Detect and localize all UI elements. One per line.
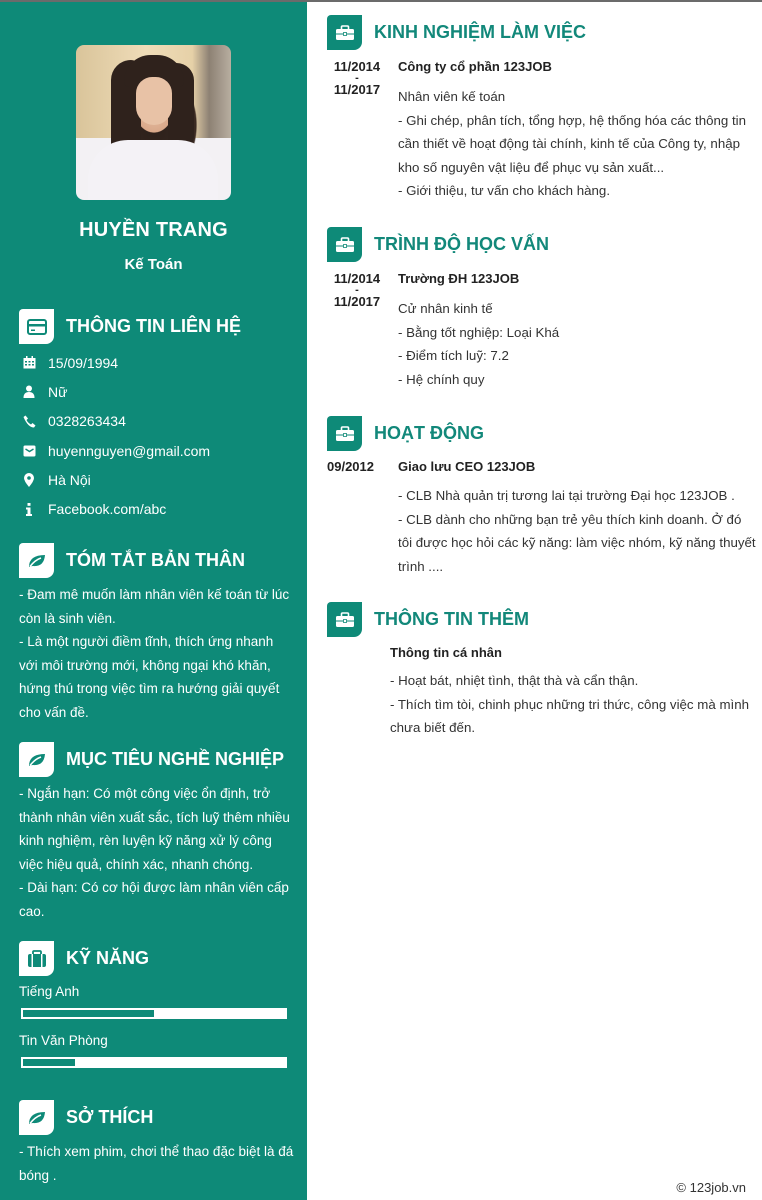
hobbies-title: SỞ THÍCH bbox=[66, 1107, 154, 1127]
briefcase-icon bbox=[327, 416, 362, 451]
main-content bbox=[307, 0, 762, 1200]
hobbies-text: - Thích xem phim, chơi thể thao đặc biệt là đá bóng . bbox=[19, 1144, 294, 1183]
skills-section-header bbox=[19, 941, 149, 976]
envelope-icon bbox=[22, 444, 36, 458]
additional-description: - Hoạt bát, nhiệt tình, thật thà và cẩn thận. - Thích tìm tòi, chinh phục những tri thức, công việc mà mình chưa biết đến. bbox=[390, 673, 750, 735]
briefcase-icon bbox=[327, 602, 362, 637]
education-school: Trường ĐH 123JOB bbox=[398, 271, 520, 286]
info-icon bbox=[22, 502, 36, 516]
contact-gender: Nữ bbox=[22, 377, 210, 406]
contact-section-header bbox=[19, 309, 241, 344]
leaf-icon bbox=[19, 1100, 54, 1135]
additional-title: THÔNG TIN THÊM bbox=[374, 609, 529, 629]
activities-date: 09/2012 bbox=[327, 459, 374, 474]
user-icon bbox=[22, 385, 36, 399]
education-section-header bbox=[327, 227, 549, 262]
contact-phone: 0328263434 bbox=[22, 407, 210, 436]
sidebar bbox=[0, 0, 307, 1200]
calendar-icon bbox=[22, 356, 36, 370]
skill-progress-fill bbox=[23, 1059, 75, 1066]
briefcase-icon bbox=[327, 15, 362, 50]
additional-subtitle: Thông tin cá nhân bbox=[390, 645, 502, 660]
objective-text: - Ngắn hạn: Có một công việc ổn định, trở thành nhân viên xuất sắc, tích luỹ thêm nhiều kinh nghiệm, rèn luyện kỹ năng xử lý công việc hiệu quả, chính xác, nhanh chóng. - Dài hạn: Có cơ hội được làm nhân viên cấp cao. bbox=[19, 786, 290, 919]
summary-text: - Đam mê muốn làm nhân viên kế toán từ lúc còn là sinh viên. - Là một người điềm tĩnh, thích ứng nhanh với môi trường mới, không ngại khó khăn, hứng thú trong việc tìm ra hướng giải quyết cho vấn đề. bbox=[19, 587, 290, 720]
contact-email: huyennguyen@gmail.com bbox=[22, 436, 210, 465]
experience-title: KINH NGHIỆM LÀM VIỆC bbox=[374, 22, 587, 42]
activities-section-header bbox=[327, 416, 484, 451]
leaf-icon bbox=[19, 742, 54, 777]
activities-title: HOẠT ĐỘNG bbox=[374, 423, 484, 443]
contact-address: Hà Nội bbox=[22, 465, 210, 494]
skill-progress-fill bbox=[23, 1010, 154, 1017]
leaf-icon bbox=[19, 543, 54, 578]
contact-facebook[interactable]: Facebook.com/abc bbox=[22, 494, 210, 523]
skill-progress-bar bbox=[21, 1057, 287, 1068]
footer-copyright[interactable]: © 123job.vn bbox=[676, 1180, 746, 1195]
skills-title: KỸ NĂNG bbox=[66, 948, 150, 968]
phone-icon bbox=[22, 414, 36, 428]
skill-progress-bar bbox=[21, 1008, 287, 1019]
summary-title: TÓM TẮT BẢN THÂN bbox=[66, 550, 245, 570]
skill-label: Tin Văn Phòng bbox=[19, 1033, 108, 1048]
experience-date: 11/2014 - 11/2017 bbox=[333, 59, 381, 97]
education-date: 11/2014 - 11/2017 bbox=[333, 271, 381, 309]
top-border bbox=[0, 0, 762, 2]
contact-birthday: 15/09/1994 bbox=[22, 348, 210, 377]
education-description: Cử nhân kinh tế - Bằng tốt nghiệp: Loại Khá - Điểm tích luỹ: 7.2 - Hệ chính quy bbox=[398, 301, 560, 387]
map-marker-icon bbox=[22, 473, 36, 487]
contact-title: THÔNG TIN LIÊN HỆ bbox=[66, 316, 241, 336]
activities-description: - CLB Nhà quản trị tương lai tại trường Đại học 123JOB . - CLB dành cho những bạn trẻ yêu thích kinh doanh. Ở đó tôi được học hỏi các kỹ năng: làm việc nhóm, kỹ năng thuyết trình .... bbox=[398, 488, 756, 574]
credit-card-icon bbox=[19, 309, 54, 344]
objective-title: MỤC TIÊU NGHỀ NGHIỆP bbox=[66, 749, 285, 769]
objective-section-header bbox=[19, 742, 284, 777]
profile-name: HUYỀN TRANG bbox=[79, 219, 228, 241]
experience-company: Công ty cổ phần 123JOB bbox=[398, 59, 552, 74]
briefcase-icon bbox=[19, 941, 54, 976]
profile-role: Kế Toán bbox=[124, 256, 183, 273]
experience-section-header bbox=[327, 15, 586, 50]
skill-label: Tiếng Anh bbox=[19, 984, 80, 999]
additional-section-header bbox=[327, 602, 529, 637]
profile-photo bbox=[76, 45, 231, 200]
activities-event: Giao lưu CEO 123JOB bbox=[398, 459, 536, 474]
summary-section-header bbox=[19, 543, 245, 578]
experience-description: Nhân viên kế toán - Ghi chép, phân tích, tổng hợp, hệ thống hóa các thông tin cần thiết về hoạt động tài chính, kinh tế của Công ty, nhập kho số nguyên vật liệu để phục vụ sản xuất... - Giới thiệu, tư vấn cho khách hàng. bbox=[398, 89, 747, 198]
education-title: TRÌNH ĐỘ HỌC VẤN bbox=[374, 234, 549, 254]
contact-list bbox=[22, 348, 210, 524]
hobbies-section-header bbox=[19, 1100, 153, 1135]
briefcase-icon bbox=[327, 227, 362, 262]
